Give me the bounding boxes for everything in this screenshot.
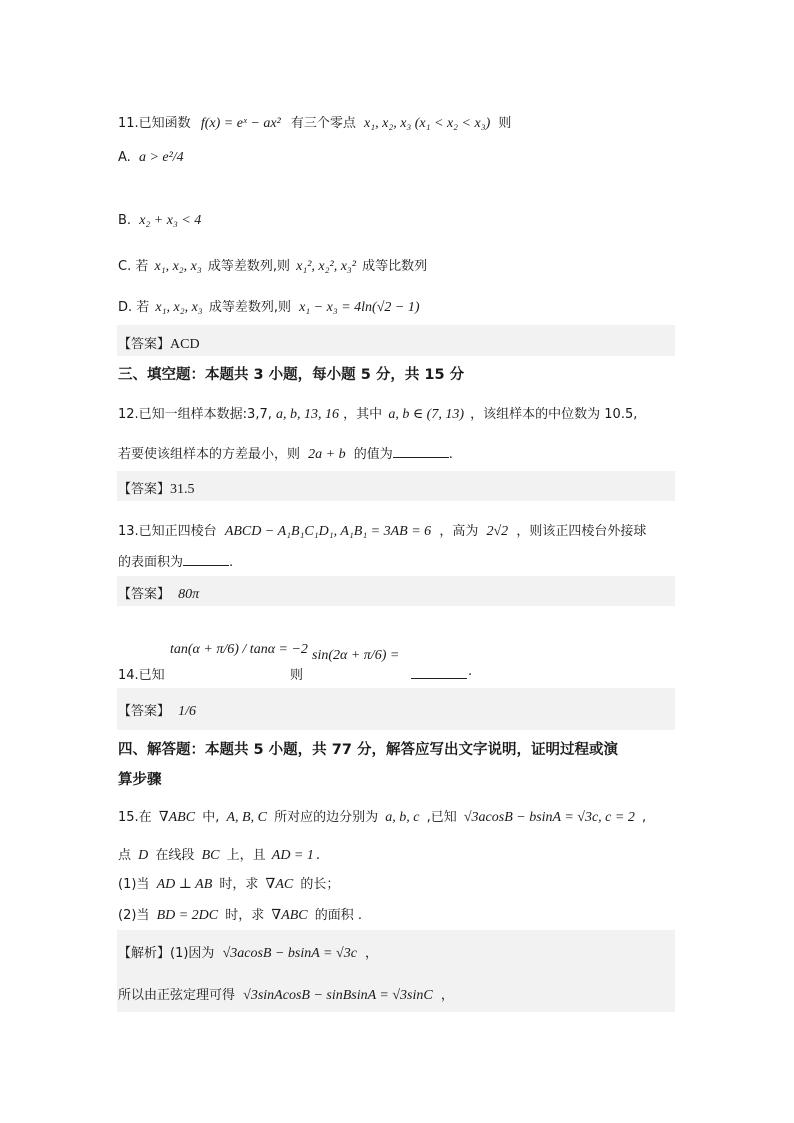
q11-stem-prefix: 11.已知函数 xyxy=(118,116,191,131)
q12-line-2-expr: 2a + b xyxy=(308,447,346,462)
q14-answer-label: 【答案】 xyxy=(118,704,171,719)
section-4-heading-line-2: 算步骤 xyxy=(118,772,162,788)
q13-answer-value: 80π xyxy=(178,587,200,602)
q11-option-d-formula: x₁ − x₃ = 4ln(√2 − 1) xyxy=(299,300,420,315)
q11-option-c-label: C. 若 xyxy=(118,259,149,274)
q11-option-b-formula: x₂ + x₃ < 4 xyxy=(139,213,202,228)
q14-answer xyxy=(118,700,196,720)
q13-line-1 xyxy=(118,520,646,540)
q11-answer-label: 【答案】 xyxy=(118,337,171,352)
q11-option-c-suffix: 成等比数列 xyxy=(362,259,428,274)
q12-answer-value: 31.5 xyxy=(170,482,195,497)
q11-option-c-mid: 成等差数列,则 xyxy=(207,259,291,274)
q11-option-c-vars: x₁, x₂, x₃ xyxy=(154,259,202,274)
q11-option-a xyxy=(118,150,184,166)
q15-analysis-line-1-suffix: ， xyxy=(365,946,379,961)
q15-part-1-suffix: 的长； xyxy=(300,877,340,892)
q15-analysis-line-1-prefix: (1)因为 xyxy=(170,946,215,961)
q15-line-1-tri: ∇ABC xyxy=(158,810,196,825)
q15-line-1-mid3: ,已知 xyxy=(426,810,457,825)
q13-line-1-prefix: 13.已知正四棱台 xyxy=(118,524,217,539)
q13-line-1-suffix: ，则该正四棱台外接球 xyxy=(516,524,647,539)
q15-part-2-suffix: 的面积 . xyxy=(314,908,363,923)
q15-line-2-prefix: 点 xyxy=(118,848,132,863)
q15-analysis-label: 【解析】 xyxy=(118,946,171,961)
q14-answer-blank xyxy=(411,666,467,679)
q11-option-c xyxy=(118,255,427,275)
q11-stem-suffix: 则 xyxy=(498,116,512,131)
q11-answer xyxy=(118,333,200,353)
q14-find: sin(2α + π/6) = xyxy=(312,648,400,663)
section-3-heading: 三、填空题：本题共 3 小题，每小题 5 分，共 15 分 xyxy=(118,367,465,383)
q15-line-2-mid2: 上，且 xyxy=(226,848,266,863)
q15-line-1 xyxy=(118,806,646,826)
q12-answer xyxy=(118,478,195,498)
q11-option-a-label: A. xyxy=(118,150,131,165)
q13-answer-label: 【答案】 xyxy=(118,587,171,602)
q11-option-a-formula: a > e²/4 xyxy=(138,150,184,165)
q11-stem xyxy=(118,112,511,132)
q11-option-c-vars2: x₁², x₂², x₃² xyxy=(296,259,356,274)
q11-option-b-label: B. xyxy=(118,213,132,228)
q15-line-1-mid: 中, xyxy=(202,810,220,825)
q15-part-1-target: ∇AC xyxy=(265,877,294,892)
q15-part-1-prefix: (1)当 xyxy=(118,877,150,892)
q13-answer-blank xyxy=(183,553,229,566)
section-4-heading-line-1: 四、解答题：本题共 5 小题，共 77 分，解答应写出文字说明，证明过程或演 xyxy=(118,742,618,758)
q15-line-1-mid2: 所对应的边分别为 xyxy=(274,810,379,825)
q15-line-2-end: . xyxy=(315,848,321,863)
q11-stem-vars: x₁, x₂, x₃ (x₁ < x₂ < x₃) xyxy=(364,116,491,131)
q12-answer-box xyxy=(117,471,675,501)
q15-part-2-cond: BD = 2DC xyxy=(156,908,219,923)
q15-part-1-mid: 时，求 xyxy=(219,877,259,892)
q11-answer-value: ACD xyxy=(170,337,200,352)
q14-prefix: 14.已知 xyxy=(118,668,165,683)
q12-answer-label: 【答案】 xyxy=(118,482,171,497)
q15-line-1-cond: √3acosB − bsinA = √3c, c = 2 xyxy=(463,810,635,825)
q15-analysis-line-1 xyxy=(118,942,378,962)
q11-option-d-label: D. 若 xyxy=(118,300,150,315)
q15-analysis-line-2 xyxy=(118,984,454,1004)
q12-line-1 xyxy=(118,403,637,423)
q11-option-d-mid: 成等差数列,则 xyxy=(208,300,291,315)
q12-line-2-prefix: 若要使该组样本的方差最小，则 xyxy=(118,447,301,462)
q15-part-2-mid: 时，求 xyxy=(225,908,265,923)
q12-line-1-suffix: ，该组样本的中位数为 10.5, xyxy=(470,407,638,422)
q14-mid: 则 xyxy=(290,668,304,683)
q11-stem-formula: f(x) = eˣ − ax² xyxy=(200,116,281,131)
q13-answer xyxy=(118,583,199,603)
q13-line-2 xyxy=(118,551,233,570)
q13-line-1-mid: ，高为 xyxy=(439,524,479,539)
q15-line-1-angles: A, B, C xyxy=(226,810,267,825)
q11-option-d xyxy=(118,296,420,316)
q15-line-2-mid: 在线段 xyxy=(155,848,195,863)
q12-line-1-prefix: 12.已知一组样本数据:3,7, xyxy=(118,407,272,422)
q15-analysis-line-1-expr: √3acosB − bsinA = √3c xyxy=(222,946,357,961)
q15-analysis-line-2-suffix: ， xyxy=(440,988,454,1003)
q12-line-1-mid: ，其中 xyxy=(343,407,383,422)
q11-option-d-vars: x₁, x₂, x₃ xyxy=(155,300,203,315)
q15-line-1-sides: a, b, c xyxy=(385,810,420,825)
q11-answer-box xyxy=(117,325,675,356)
q15-part-1 xyxy=(118,873,339,893)
q12-line-2-end: . xyxy=(448,447,453,462)
q14-answer-value: 1/6 xyxy=(178,704,197,719)
q15-analysis-line-2-prefix: 所以由正弦定理可得 xyxy=(118,988,236,1003)
q13-line-1-height: 2√2 xyxy=(486,524,509,539)
q11-stem-mid: 有三个零点 xyxy=(290,116,356,131)
q13-answer-box xyxy=(117,576,675,606)
q15-line-2-cond: AD = 1 xyxy=(271,848,314,863)
q12-answer-blank xyxy=(393,445,449,458)
q12-line-1-vars: a, b, 13, 16 xyxy=(276,407,340,422)
q15-part-2 xyxy=(118,904,362,924)
q15-line-2-d: D xyxy=(138,848,149,863)
q15-line-2 xyxy=(118,844,320,864)
q12-line-2-suffix: 的值为 xyxy=(353,447,393,462)
q15-part-1-cond: AD ⊥ AB xyxy=(156,877,213,892)
q14-given: tan(α + π/6) / tanα = −2 xyxy=(170,642,308,657)
q15-line-2-bc: BC xyxy=(201,848,220,863)
q15-line-1-suffix: , xyxy=(642,810,647,825)
q13-line-2-prefix: 的表面积为 xyxy=(118,555,184,570)
q15-line-1-prefix: 15.在 xyxy=(118,810,152,825)
q15-part-2-prefix: (2)当 xyxy=(118,908,150,923)
q11-option-b xyxy=(118,213,201,229)
q13-line-2-end: . xyxy=(229,555,234,570)
q14-end: . xyxy=(468,664,473,679)
q12-line-1-cond: a, b ∈ (7, 13) xyxy=(388,407,464,422)
q15-analysis-line-2-expr: √3sinAcosB − sinBsinA = √3sinC xyxy=(243,988,433,1003)
q12-line-2 xyxy=(118,443,453,463)
q15-part-2-target: ∇ABC xyxy=(271,908,308,923)
q13-line-1-expr: ABCD − A₁B₁C₁D₁, A₁B₁ = 3AB = 6 xyxy=(224,524,432,539)
q14-answer-box xyxy=(117,688,675,730)
